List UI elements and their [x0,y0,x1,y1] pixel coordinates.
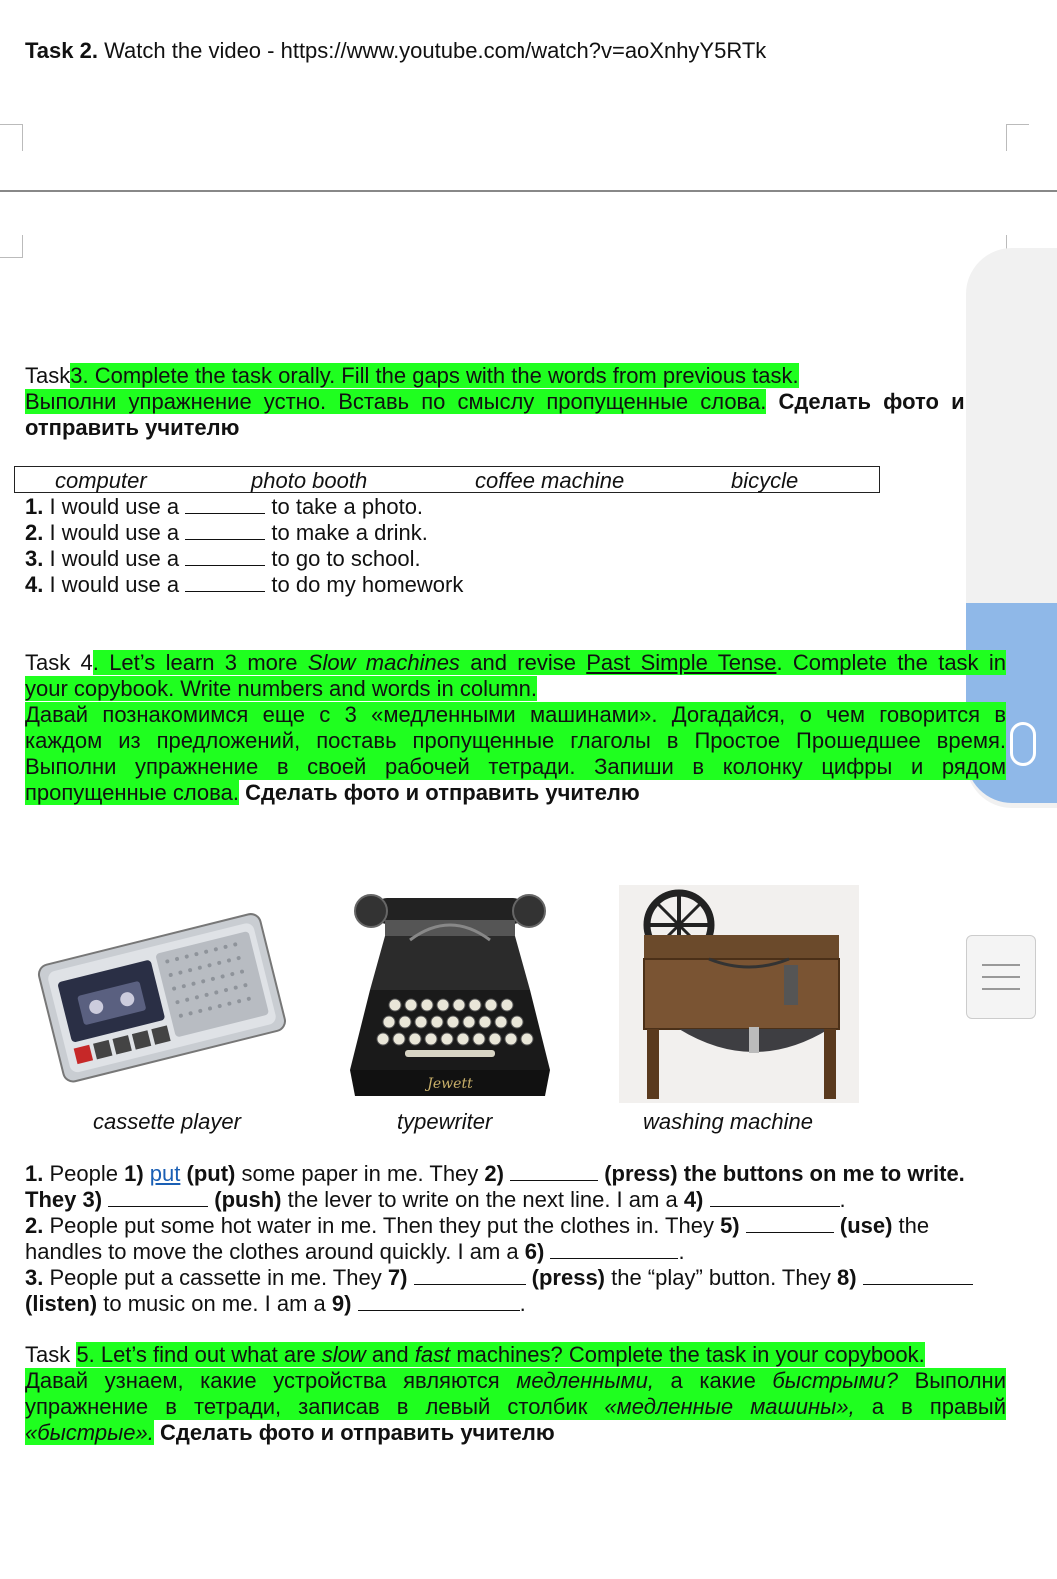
task3-instruction-ru: Выполни упражнение устно. Вставь по смыслу пропущенные слова. [25,389,767,414]
task4-line3: Давай познакомимся еще с 3 «медленными машинами». Догадайся, о чем говорится в [25,702,1006,727]
typewriter-image [345,880,555,1102]
task4-line4: каждом из предложений, поставь пропущенные глаголы в Простое Прошедшее время. [25,728,1006,753]
gap-blank [550,1240,678,1259]
gap-blank [185,547,265,566]
task5-line2: Давай узнаем, какие устройства являются медленными, а какие быстрыми? Выполни [25,1368,1006,1393]
typewriter-brand-text: Jewett [427,1076,473,1092]
exercise-line: 2. People put some hot water in me. Then they put the clothes in. They 5) (use) the [25,1213,930,1238]
caption-washing-machine: washing machine [643,1109,813,1134]
cassette-player-image [36,898,286,1098]
task3-send-photo: Сделать фото и [766,389,965,414]
page-corner-mark [1006,124,1029,151]
exercise-line: They 3) (push) the lever to write on the next line. I am a 4) . [25,1187,846,1212]
caption-typewriter: typewriter [397,1109,493,1134]
gap-blank [358,1292,520,1311]
task5-block [25,1342,1006,1446]
exercise-line: 3. People put a cassette in me. They 7) (press) the “play” button. They 8) [25,1265,1025,1291]
list-item: 2. I would use a to make a drink. [25,520,428,545]
task3-sentence-list [25,494,463,598]
task3-line1 [25,363,799,389]
gap-blank [746,1214,834,1233]
word-bank-item: photo booth [251,468,368,493]
list-item: 3. I would use a to go to school. [25,546,421,571]
gap-blank [185,521,265,540]
task5-line1: Task 5. Let’s find out what are slow and fast machines? Complete the task in your copybook. [25,1342,925,1367]
answer-link[interactable]: put [149,1161,181,1186]
word-bank [14,466,880,493]
task5-line4: «быстрые». Сделать фото и отправить учителю [25,1420,555,1445]
list-item: 4. I would use a to do my homework [25,572,464,597]
washing-machine-image [619,885,859,1103]
task3-label: Task [25,363,71,388]
word-bank-item: coffee machine [475,468,625,493]
gap-blank [414,1266,526,1285]
task4-block [25,650,1006,806]
word-bank-item: bicycle [731,468,799,493]
task5-line3: упражнение в тетради, записав в левый столбик «медленные машины», а в правый [25,1394,1006,1419]
menu-button[interactable] [966,935,1036,1019]
gap-blank [510,1162,598,1181]
gap-blank [185,495,265,514]
task2-line [25,38,766,64]
page-corner-mark [0,124,23,151]
task4-line6: пропущенные слова. Сделать фото и отправить учителю [25,780,640,805]
exercise-block [25,1161,1025,1317]
gap-blank [863,1266,973,1285]
task3-instruction-en: 3. Complete the task orally. Fill the gaps with the words from previous task. [70,363,799,388]
exercise-line: handles to move the clothes around quickly. I am a 6) . [25,1239,685,1264]
gap-blank [108,1188,208,1207]
list-item: 1. I would use a to take a photo. [25,494,424,519]
gap-blank [185,573,265,592]
task4-line1: Task 4. Let’s learn 3 more Slow machines and revise Past Simple Tense. Complete the task in [25,650,1006,675]
task4-line5: Выполни упражнение в своей рабочей тетради. Запиши в колонку цифры и рядом [25,754,1006,779]
exercise-line: 1. People 1) put (put) some paper in me. They 2) (press) the buttons on me to write. [25,1161,965,1186]
exercise-line: (listen) to music on me. I am a 9) . [25,1291,526,1316]
page-corner-mark [0,235,23,258]
caption-cassette-player: cassette player [93,1109,241,1134]
task2-label: Task 2. [25,38,98,63]
gap-blank [710,1188,840,1207]
task2-text[interactable]: Watch the video - https://www.youtube.com/watch?v=aoXnhyY5RTk [104,38,767,63]
task4-line2: your copybook. Write numbers and words in column. [25,676,537,701]
microphone-icon[interactable] [1010,722,1036,766]
word-bank-item: computer [55,468,147,493]
task3-line3: отправить учителю [25,415,240,440]
menu-icon [982,964,1020,966]
task3-line2 [25,389,1005,415]
page-break-line [0,190,1057,192]
